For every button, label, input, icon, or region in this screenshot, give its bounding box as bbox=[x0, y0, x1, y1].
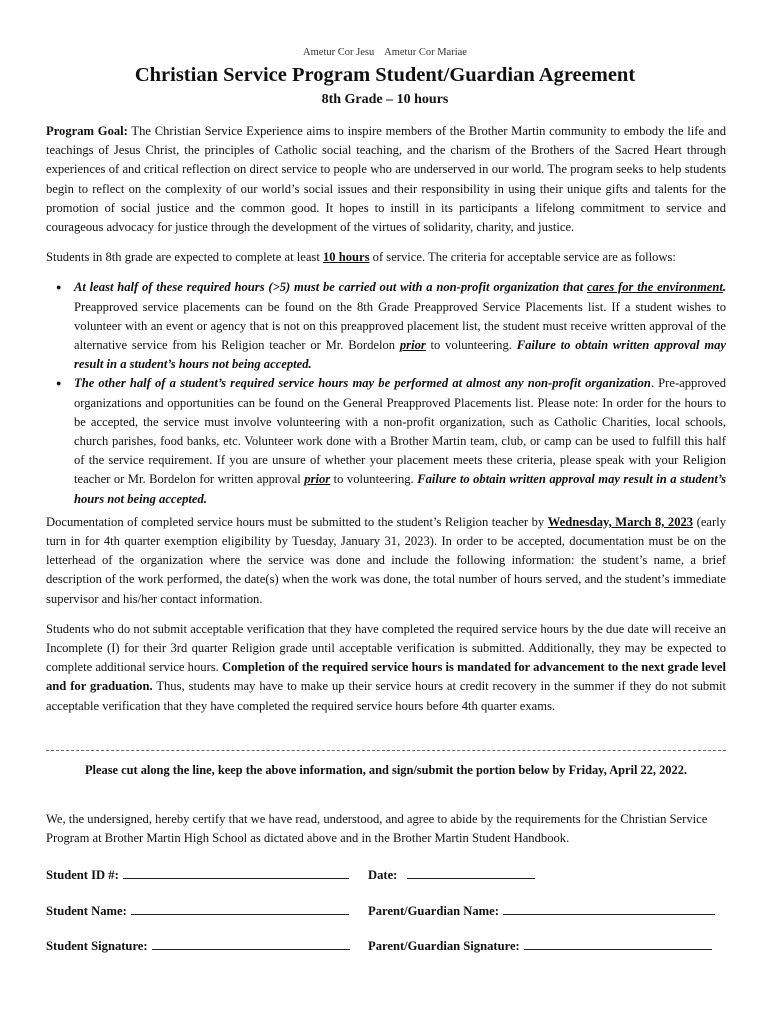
criteria-2-warning: Failure to obtain written approval may result in a student’s hours not being accepted. bbox=[74, 472, 726, 506]
program-goal-text: The Christian Service Experience aims to inspire members of the Brother Martin community to embody the life and teachings of Jesus Christ, the principles of Catholic social teaching, and the charism of the Brothers of the Sacred Heart through experiences of and critical reflection on direct service to people who are underserved in our world. The program seeks to help students begin to reflect on the complexity of our world’s social issues and their responsibility in using their unique gifts and talents for the promotion of social justice and the common good. It hopes to instill in its participants a lifelong commitment to service and courageous advocacy for justice through the development of the virtues of solidarity, charity, and justice. bbox=[46, 124, 726, 235]
criteria-2-prior: prior bbox=[304, 472, 331, 487]
criteria-1-bold: At least half of these required hours (>5) must be carried out with a non-profit organization that bbox=[74, 280, 587, 295]
criteria-list bbox=[46, 278, 726, 508]
parent-signature-field[interactable] bbox=[368, 937, 712, 954]
student-id-field[interactable] bbox=[46, 866, 349, 883]
student-id-line[interactable] bbox=[123, 866, 349, 879]
documentation-pre: Documentation of completed service hours must be submitted to the student’s Religion teacher by bbox=[46, 514, 548, 529]
parent-name-field[interactable] bbox=[368, 902, 715, 919]
criteria-2-bold: The other half of a student’s required service hours may be performed at almost any non-profit organization bbox=[74, 376, 651, 391]
verification-paragraph bbox=[46, 620, 726, 716]
date-line[interactable] bbox=[407, 866, 535, 879]
cut-line bbox=[46, 750, 726, 751]
page-title: Christian Service Program Student/Guardian Agreement bbox=[134, 64, 636, 86]
cut-instruction: Please cut along the line, keep the above information, and sign/submit the portion below by Friday, April 22, 2022. bbox=[84, 763, 687, 777]
parent-signature-label: Parent/Guardian Signature: bbox=[368, 939, 520, 953]
due-date: Wednesday, March 8, 2023 bbox=[547, 514, 694, 529]
required-hours: 10 hours bbox=[322, 250, 370, 265]
criteria-1-warning: Failure to obtain written approval may result in a student’s hours not being accepted. bbox=[74, 338, 726, 372]
student-signature-line[interactable] bbox=[152, 937, 350, 950]
criteria-1-text2: to volunteering. bbox=[425, 338, 517, 353]
certification-statement: We, the undersigned, hereby certify that we have read, understood, and agree to abide by the requirements for the Christian Service Program at Brother Martin High School as dictated above and in the Brother Martin Student Handbook. bbox=[46, 812, 708, 846]
expectation bbox=[46, 248, 726, 267]
parent-name-label: Parent/Guardian Name: bbox=[368, 904, 499, 918]
date-field[interactable] bbox=[368, 866, 535, 883]
documentation-paragraph bbox=[46, 513, 726, 609]
criteria-item-nonprofit bbox=[74, 374, 726, 508]
student-id-label: Student ID #: bbox=[46, 868, 119, 882]
criteria-2-text: . Pre-approved organizations and opportunities can be found on the General Preapproved Placements list. Please note: In order for the hours to be accepted, the service must involve volunteering with a non-profit organization, such as Catholic Charities, local schools, church parishes, food banks, etc. Volunteer work done with a Brother Martin team, club, or camp can be used to fulfill this half of the service requirement. If you are unsure of whether your placement meets these criteria, please speak with your Religion teacher or Mr. Bordelon for written approval bbox=[74, 376, 726, 487]
parent-signature-line[interactable] bbox=[524, 937, 712, 950]
date-label: Date: bbox=[368, 868, 398, 882]
student-signature-field[interactable] bbox=[46, 937, 350, 954]
program-goal bbox=[46, 122, 726, 237]
verification-bold: Completion of the required service hours is mandated for advancement to the next grade level and for graduation. bbox=[46, 660, 726, 694]
verification-post: Thus, students may have to make up their service hours at credit recovery in the summer if they do not submit acceptable verification that they have completed the required service hours before 4th quarter exams. bbox=[46, 679, 726, 713]
parent-name-line[interactable] bbox=[503, 902, 715, 915]
student-signature-label: Student Signature: bbox=[46, 939, 148, 953]
expectation-post: of service. The criteria for acceptable service are as follows: bbox=[369, 250, 676, 265]
criteria-1-underlined: cares for the environment bbox=[586, 280, 723, 295]
criteria-1-text: Preapproved service placements can be found on the 8th Grade Preapproved Service Placements list. If a student wishes to volunteer with an event or agency that is not on this preapproved placement list, the student must receive written approval of the alternative service from his Religion teacher or Mr. Bordelon bbox=[74, 299, 726, 353]
page-subtitle: 8th Grade – 10 hours bbox=[321, 92, 449, 107]
document-body bbox=[46, 122, 726, 727]
student-name-line[interactable] bbox=[131, 902, 349, 915]
expectation-pre: Students in 8th grade are expected to complete at least bbox=[46, 250, 323, 265]
student-name-label: Student Name: bbox=[46, 904, 127, 918]
verification-pre: Students who do not submit acceptable verification that they have completed the required service hours by the due date will receive an Incomplete (I) for their 3rd quarter Religion grade until acceptable verification is submitted. Additionally, they may be expected to complete additional service hours. bbox=[46, 621, 726, 675]
motto: Ametur Cor Jesu Ametur Cor Mariae bbox=[303, 47, 467, 58]
criteria-2-text2: to volunteering. bbox=[330, 472, 418, 487]
criteria-1-prior: prior bbox=[399, 338, 426, 353]
student-name-field[interactable] bbox=[46, 902, 349, 919]
criteria-item-environment bbox=[74, 278, 726, 374]
program-goal-label: Program Goal: bbox=[46, 124, 128, 138]
criteria-1-bold-end: . bbox=[722, 280, 726, 295]
documentation-post: (early turn in for 4th quarter exemption eligibility by Tuesday, January 31, 2023). In order to be accepted, documentation must be on the letterhead of the organization where the service was done and include the following information: the student’s name, a brief description of the work performed, the date(s) when the work was done, the total number of hours served, and the student’s immediate supervisor and his/her contact information. bbox=[46, 514, 726, 606]
